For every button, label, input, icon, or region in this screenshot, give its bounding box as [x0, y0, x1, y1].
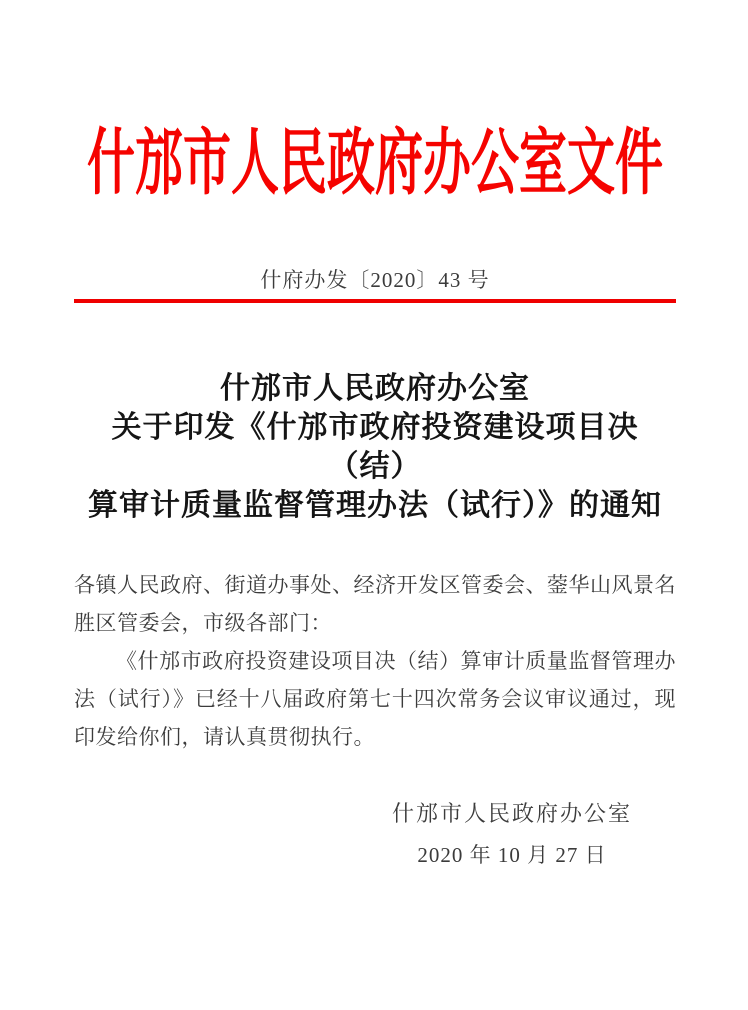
official-document — [0, 124, 748, 1010]
document-title — [74, 369, 676, 525]
document-reference-number: 什府办发〔2020〕43 号 — [260, 268, 490, 292]
signature-issuing-org: 什邡市人民政府办公室 — [391, 801, 632, 826]
document-page — [0, 124, 748, 1010]
document-title-line-1: 什邡市人民政府办公室 — [220, 372, 530, 405]
red-letterhead-banner: 什邡市人民政府办公室文件 — [86, 124, 663, 204]
document-title-line-3: 算审计质量监督管理办法（试行）》的通知 — [88, 489, 662, 522]
salutation-line: 各镇人民政府、街道办事处、经济开发区管委会、蓥华山风景名胜区管委会，市级各部门： — [74, 573, 676, 635]
document-title-line-2: 关于印发《什邡市政府投资建设项目决（结） — [111, 411, 639, 483]
document-body — [74, 566, 676, 756]
signature-block — [392, 801, 632, 868]
signature-date: 2020 年 10 月 27 日 — [417, 843, 607, 867]
red-separator-line — [74, 299, 676, 303]
body-paragraph: 《什邡市政府投资建设项目决（结）算审计质量监督管理办法（试行）》已经十八届政府第七十四次常务会议审议通过，现印发给你们，请认真贯彻执行。 — [74, 649, 676, 749]
